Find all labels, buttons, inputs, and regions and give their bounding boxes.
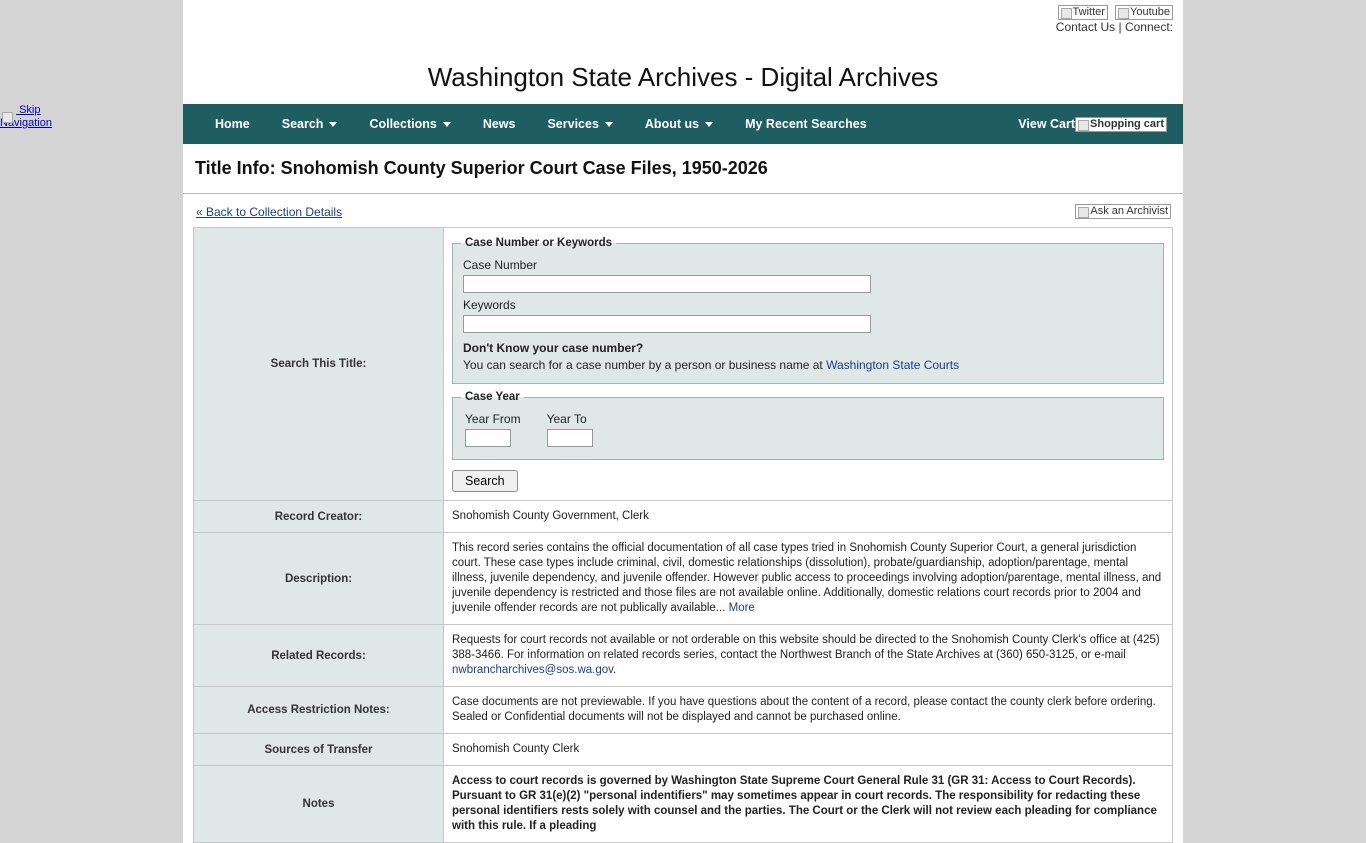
skip-navigation-link[interactable] bbox=[0, 104, 60, 130]
nav-label: Home bbox=[215, 117, 250, 131]
nav-item-my-recent-searches[interactable] bbox=[729, 104, 883, 144]
connect-label: Connect: bbox=[1124, 20, 1173, 34]
sources-of-transfer-label: Sources of Transfer bbox=[194, 734, 444, 766]
nav-label: Search bbox=[281, 117, 324, 131]
nav-item-home[interactable] bbox=[199, 104, 266, 144]
nav-label: Collections bbox=[369, 117, 437, 131]
page-title: Title Info: Snohomish County Superior Court Case Files, 1950-2026 bbox=[195, 158, 768, 178]
table-row bbox=[194, 625, 1173, 687]
year-to-input[interactable] bbox=[547, 429, 593, 447]
social-links bbox=[1054, 5, 1173, 20]
nav-label: News bbox=[482, 117, 516, 131]
shopping-cart-icon: Shopping cart bbox=[1075, 117, 1167, 132]
ask-an-archivist-icon[interactable]: Ask an Archivist bbox=[1075, 204, 1171, 219]
case-fieldset-legend: Case Number or Keywords bbox=[465, 237, 612, 249]
table-row bbox=[194, 766, 1173, 843]
table-row bbox=[194, 533, 1173, 625]
main-content bbox=[183, 194, 1183, 843]
year-from-group bbox=[463, 409, 521, 449]
record-creator-value: Snohomish County Government, Clerk bbox=[444, 501, 1173, 533]
chevron-down-icon bbox=[605, 122, 613, 127]
twitter-icon[interactable]: Twitter bbox=[1058, 5, 1108, 20]
title-info-table bbox=[193, 227, 1173, 843]
year-range-row bbox=[463, 409, 1155, 449]
site-header bbox=[183, 0, 1183, 104]
contact-separator: | bbox=[1118, 20, 1122, 34]
table-row bbox=[194, 687, 1173, 734]
contact-bar bbox=[1056, 20, 1173, 34]
case-number-hint bbox=[463, 358, 1155, 373]
record-creator-label: Record Creator: bbox=[194, 501, 444, 533]
hint-text: You can search for a case number by a person or business name at bbox=[463, 358, 827, 372]
table-row-search bbox=[194, 228, 1173, 501]
description-more-link[interactable]: More bbox=[728, 602, 755, 614]
view-cart-button[interactable] bbox=[1018, 104, 1167, 144]
nav-label: About us bbox=[644, 117, 700, 131]
site-container bbox=[183, 0, 1183, 843]
sources-of-transfer-value: Snohomish County Clerk bbox=[444, 734, 1173, 766]
year-from-input[interactable] bbox=[465, 429, 511, 447]
case-number-or-keywords-fieldset bbox=[452, 236, 1164, 384]
year-from-label: Year From bbox=[465, 412, 521, 426]
dont-know-case-number-heading: Don't Know your case number? bbox=[463, 341, 644, 355]
page-title-band bbox=[183, 144, 1183, 194]
related-records-text: Requests for court records not available or not orderable on this website should be directed to the Snohomish County Clerk's office at (425) 388-3466. For information on related records series, contact the Northwest Branch of the State Archives at (360) 650-3125, or e-mail bbox=[452, 634, 1160, 661]
case-number-input[interactable] bbox=[463, 275, 871, 293]
search-button[interactable]: Search bbox=[452, 470, 518, 492]
year-to-group bbox=[545, 409, 593, 449]
chevron-down-icon bbox=[329, 122, 337, 127]
chevron-down-icon bbox=[443, 122, 451, 127]
nav-item-collections[interactable] bbox=[353, 104, 466, 144]
youtube-icon[interactable]: Youtube bbox=[1115, 5, 1173, 20]
notes-value: Access to court records is governed by Washington State Supreme Court General Rule 31 (GR 31: Access to Court Records). Pursuant to GR 31(e)(2) "personal indentifiers" may sometimes appear in court records. The responsibility for redacting these personal identifiers rests solely with counsel and the parties. The Court or the Clerk will not review each pleading for compliance with this rule. If a pleading bbox=[444, 766, 1173, 843]
search-this-title-label: Search This Title: bbox=[194, 228, 444, 501]
keywords-input[interactable] bbox=[463, 315, 871, 333]
nav-item-search[interactable] bbox=[266, 104, 354, 144]
main-navigation bbox=[183, 104, 1183, 144]
search-panel bbox=[444, 228, 1173, 501]
washington-state-courts-link[interactable]: Washington State Courts bbox=[826, 358, 960, 372]
description-value bbox=[444, 533, 1173, 625]
nav-item-services[interactable] bbox=[531, 104, 628, 144]
back-to-collection-details-link[interactable]: « Back to Collection Details bbox=[196, 205, 343, 219]
nav-item-news[interactable] bbox=[467, 104, 532, 144]
nav-label: Services bbox=[547, 117, 599, 131]
related-records-text-end: . bbox=[613, 664, 617, 676]
chevron-down-icon bbox=[705, 122, 713, 127]
related-records-value bbox=[444, 625, 1173, 687]
keywords-label: Keywords bbox=[463, 298, 516, 312]
site-title: Washington State Archives - Digital Archives bbox=[427, 62, 939, 92]
description-label: Description: bbox=[194, 533, 444, 625]
access-restriction-notes-value: Case documents are not previewable. If you have questions about the content of a record, please contact the county clerk before ordering. Sealed or Confidential documents will not be displayed and cannot be purchased online. bbox=[444, 687, 1173, 734]
archives-email-link[interactable]: nwbrancharchives@sos.wa.gov bbox=[452, 664, 614, 676]
year-to-label: Year To bbox=[546, 412, 587, 426]
related-records-label: Related Records: bbox=[194, 625, 444, 687]
view-cart-label: View Cart bbox=[1018, 117, 1076, 131]
notes-label: Notes bbox=[194, 766, 444, 843]
access-restriction-notes-label: Access Restriction Notes: bbox=[194, 687, 444, 734]
table-row bbox=[194, 734, 1173, 766]
skip-navigation-label: Skip Navigation bbox=[0, 104, 52, 129]
description-text: This record series contains the official documentation of all case types tried in Snohomish County Superior Court, a general jurisdiction court. These case types include criminal, civil, domestic relationships (dissolution), probate/guardianship, adoption/parentage, mental illness, juvenile dependency, and juvenile offender. However public access to proceedings involving adoption/parentage, mental illness, and juvenile dependency is restricted and those files are not available online. Additionally, domestic relations court records prior to 2004 and juvenile offender records are not publically available... bbox=[452, 542, 1162, 614]
case-number-label: Case Number bbox=[463, 258, 538, 272]
case-year-fieldset bbox=[452, 390, 1164, 460]
nav-label: My Recent Searches bbox=[745, 117, 867, 131]
case-year-legend: Case Year bbox=[465, 391, 520, 403]
contact-us-link[interactable]: Contact Us bbox=[1055, 20, 1116, 34]
nav-item-about-us[interactable] bbox=[629, 104, 729, 144]
table-row bbox=[194, 501, 1173, 533]
